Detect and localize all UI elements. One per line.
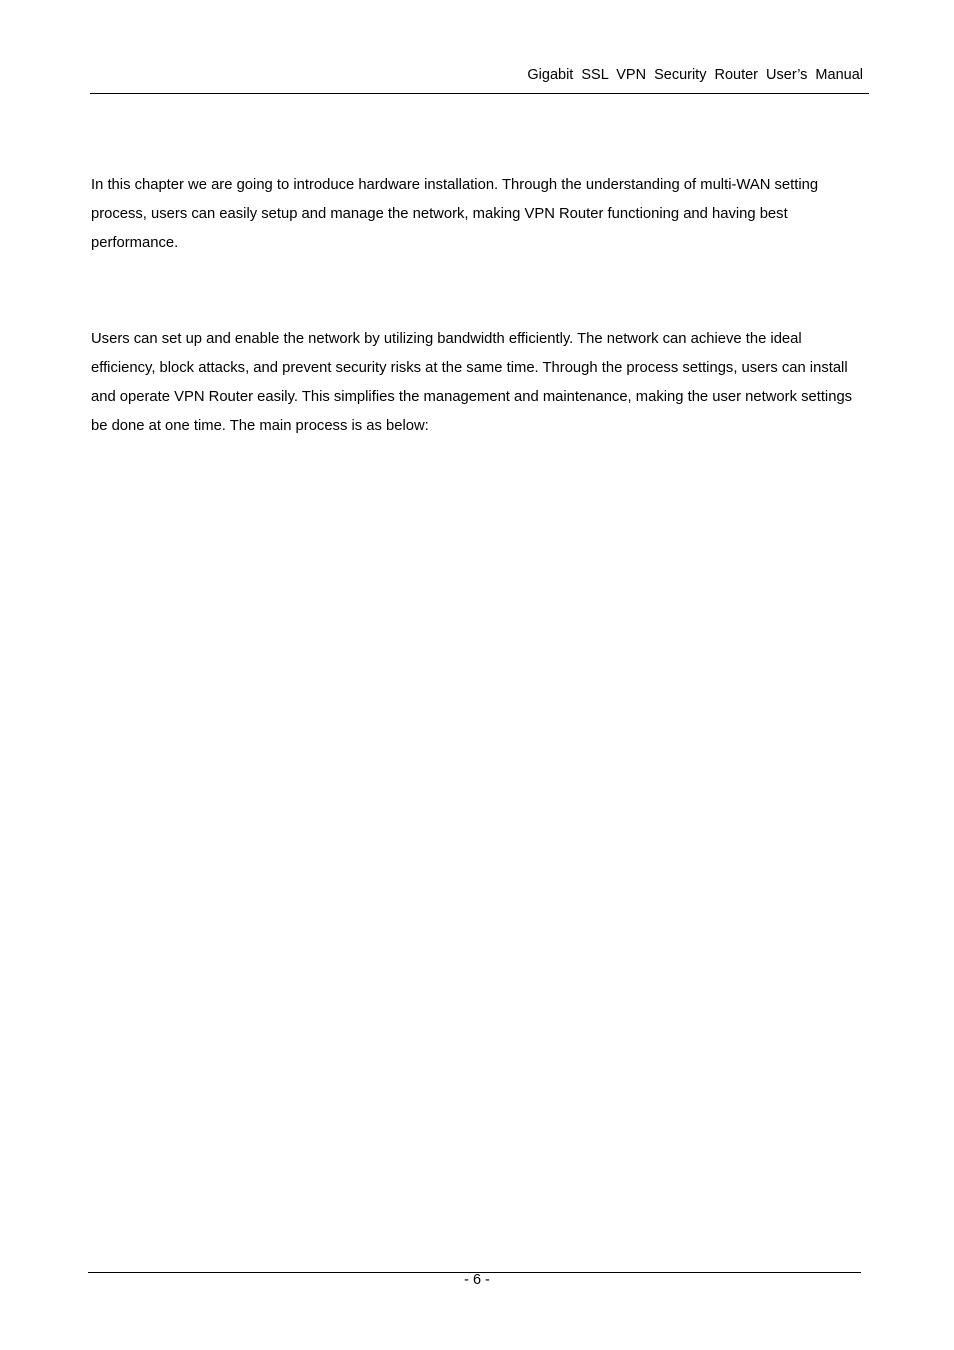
header-divider bbox=[90, 93, 869, 94]
running-header: Gigabit SSL VPN Security Router User’s Manual bbox=[527, 67, 863, 83]
page-number: - 6 - bbox=[464, 1272, 490, 1288]
process-paragraph: Users can set up and enable the network by utilizing bandwidth efficiently. The network can achieve the ideal efficiency, block attacks, and prevent security risks at the same time. Through the process settings, users can install and operate VPN Router easily. This simplifies the management and maintenance, making the user network settings be done at one time. The main process is as below: bbox=[91, 331, 853, 434]
intro-paragraph: In this chapter we are going to introduce hardware installation. Through the understanding of multi-WAN setting process, users can easily setup and manage the network, making VPN Router functioning and having best performance. bbox=[91, 177, 819, 251]
